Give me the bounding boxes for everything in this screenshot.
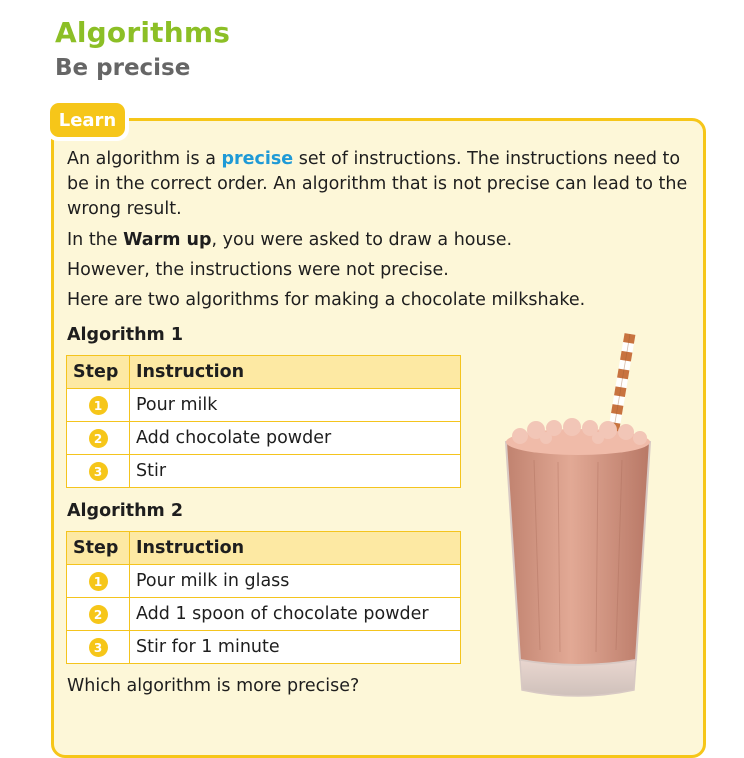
instruction-cell: Pour milk — [130, 389, 461, 422]
two-algorithms-paragraph: Here are two algorithms for making a chocolate milkshake. — [67, 290, 586, 310]
column-header-instruction: Instruction — [130, 356, 461, 389]
warmup-text-end: , you were asked to draw a house. — [211, 230, 513, 250]
table-row — [67, 565, 461, 598]
learn-tab: Learn — [50, 103, 125, 137]
instruction-cell: Add 1 spoon of chocolate powder — [130, 598, 461, 631]
question-text: Which algorithm is more precise? — [67, 676, 360, 696]
table-row — [67, 631, 461, 664]
instruction-cell: Stir for 1 minute — [130, 631, 461, 664]
step-number-badge: 1 — [89, 572, 108, 591]
step-number-badge: 1 — [89, 396, 108, 415]
table-row — [67, 455, 461, 488]
intro-paragraph — [67, 147, 697, 222]
milkshake-illustration — [498, 330, 658, 710]
foam-bubbles — [506, 418, 650, 455]
keyword-precise: precise — [221, 149, 294, 169]
page-subtitle: Be precise — [55, 55, 191, 81]
table-row — [67, 598, 461, 631]
table-header-row — [67, 532, 461, 565]
instruction-cell: Pour milk in glass — [130, 565, 461, 598]
algorithm1-heading: Algorithm 1 — [67, 325, 184, 345]
intro-text-start: An algorithm is a — [67, 149, 222, 169]
column-header-step: Step — [67, 356, 130, 389]
step-number-badge: 3 — [89, 462, 108, 481]
step-number-badge: 2 — [89, 605, 108, 624]
instruction-cell: Stir — [130, 455, 461, 488]
not-precise-paragraph: However, the instructions were not precise. — [67, 260, 449, 280]
table-header-row — [67, 356, 461, 389]
column-header-step: Step — [67, 532, 130, 565]
warmup-keyword: Warm up — [123, 230, 212, 250]
instruction-cell: Add chocolate powder — [130, 422, 461, 455]
column-header-instruction: Instruction — [130, 532, 461, 565]
table-row — [67, 422, 461, 455]
intro-text-end: set of instructions. The instructions need to be in the correct order. An algorithm that is not precise can lead to the wrong result. — [67, 149, 688, 219]
page-title: Algorithms — [55, 16, 231, 49]
warmup-paragraph — [67, 228, 512, 253]
algorithm2-heading: Algorithm 2 — [67, 501, 184, 521]
algorithm1-table — [66, 355, 461, 488]
algorithm2-table — [66, 531, 461, 664]
warmup-text-start: In the — [67, 230, 124, 250]
step-number-badge: 2 — [89, 429, 108, 448]
table-row — [67, 389, 461, 422]
step-number-badge: 3 — [89, 638, 108, 657]
